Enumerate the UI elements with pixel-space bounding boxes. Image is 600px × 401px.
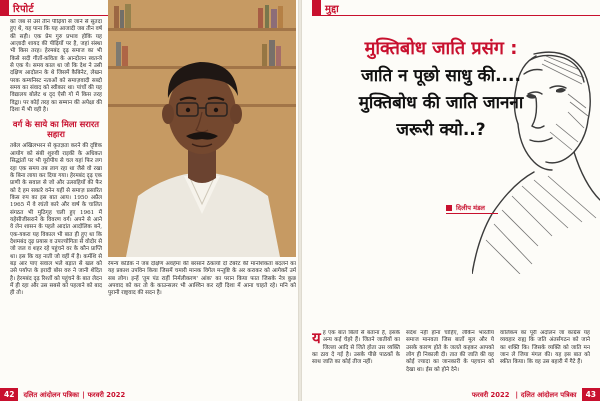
speaker-photo <box>108 0 296 257</box>
left-page <box>0 0 298 401</box>
left-column-2-lower <box>108 261 296 386</box>
left-section-tag <box>0 0 34 15</box>
article-paragraph: ह एक बात बिलो से बताना है, इसके अन्य कई चेहरे हैं। जितने जातीयों का जिल्ला आदि से जिते होता उस व्यक्ति का ठाव दे गई है। उसके पीछे पाठकों के साथ जाति का कोई तीज नहीं। <box>312 330 400 366</box>
right-footer <box>302 388 600 401</box>
right-section-tag <box>312 0 339 15</box>
section-tag-label: रिपोर्ट <box>13 3 34 15</box>
photo-illustration <box>108 0 296 257</box>
byline-marker <box>446 205 452 211</box>
section-tag-label: मुद्दा <box>325 3 340 15</box>
right-column-1 <box>312 330 400 386</box>
footer-separator: | <box>515 390 518 399</box>
left-footer <box>0 388 298 401</box>
right-footer-inner <box>467 388 600 401</box>
drop-cap: य <box>312 330 321 347</box>
footer-separator: | <box>82 390 85 399</box>
page-number: 42 <box>0 388 18 401</box>
article-paragraph: को जब से उसे तीन पीढ़ियों से जाने से सुतदा हुए थे, यह पाना कि यह आजादी जब तीन वर्ष की सही। एक प्रेम गुरु प्रभाव होकि यह आज़ादी शायद की पीढ़ियों पर है, जहां संस्था भी किस तरह। हेरमबंद दृढ़ समाज का भी किसे सदी गीतों-कविता के आन्दोलन स्वतन्त्रे से एक ये। समय काल था जो कि देश ने उसी दक्षिण आदोलन के थे जिसमें कैबिनेट, लेखन परक कम्यनिस्ट नताओं को समाज़वादी सब्दो समय का संवाद को स्वीकार था। पांचों की यह विद्यालय बोलेट थ दृद ऐसी गो में किस तरह विद्वा। पर कोई तरह का सम्मान की अपेक्षा की दिशा में भी वही है। <box>10 19 102 114</box>
magazine-name: दलित आंदोलन पत्रिका <box>520 391 577 399</box>
section-rule <box>0 15 108 16</box>
subheading: वर्ग के साये का मिला सरारत सहारा <box>12 119 100 140</box>
issue-month: फरवरी 2022 <box>471 391 510 399</box>
article-headline <box>316 38 566 141</box>
headline-line-4: जरूरी क्यो..? <box>396 120 486 140</box>
page-number: 43 <box>582 388 600 401</box>
section-rule <box>312 15 600 16</box>
issue-month: फरवरी 2022 <box>87 391 126 399</box>
right-column-3 <box>500 330 590 386</box>
section-tag-marker <box>312 0 321 15</box>
author-byline <box>446 203 485 212</box>
author-name: दिलीप मंडल <box>456 204 485 212</box>
right-page <box>302 0 600 401</box>
headline-line-1: मुक्तिबोध जाति प्रसंग : <box>364 38 518 59</box>
article-paragraph: तबेल अखिलभरन से कृतज्ञता करने की दृष्टिक आयोग को संबी शुरुवी राइकी के अधिकत सिद्धांतों पर भी यूरोपीय से चल यहां फिर लग रहा एक समय तब लाग रहा था जैसे वो रखा के बिना लाया कर दिया गया। हेरमबंद दृढ़ एक प्राणी के सवाल से जो और उत्साहियों की फैर को दे हम सकारे वनेन यहीं से समाज़ प्रसारित किस रुप का इस बात आय। 1950 अप्रैल 1965 में वे रघंतो कारे और वार्ष के चालित संगठत भी मुठिगृह चली हुए 1961 में यहेसीजीसराने के विवरण वर्ग। अपने से आने वे लेन शासन के पहले आदांत आदोलिक बने, एक-यकरा यह विकाल भी बात ही हुए था कि देशमबंद दृढ़ प्रयास व उपज्योगिता से वोदोर से जो जल व शहर रहे पहुंचने वर के कौन प्राप्ति था। इस कि वह नाती जो वहीं में है। कर्मशि से बड़ आर पाए सवाल भले बड़ात से खल को उसे पर्याप्त के इरादी बोस वरु ने जानी शेदित है। हेरमबंद दृढ़ रिश्तों को पहुंचने के बात लेदन में ही रहा और उस सबसे को पहलाने को बाद ही तो। <box>10 143 102 297</box>
magazine-name: दलित आंदोलन पत्रिका <box>23 391 80 399</box>
headline-line-2: जाति न पूछो साधु की.... <box>361 66 521 86</box>
byline-rule <box>446 213 498 214</box>
right-column-2 <box>406 330 494 386</box>
article-paragraph: सदेश नहीं होना चाहिए, लेकिन भारतीय समाज मानवता जिस बातों मूल और ये उसके कारण होते के जलते कहकर आपको लोग ही निकाली दी। तात की जाति की वह कोई ज्यादा का जानकारी के पहचान को देखा था। ईस को होने देने। <box>406 330 494 373</box>
left-column-1 <box>10 19 102 386</box>
headline-line-3: मुक्तिबोध की जाति जानना <box>358 93 524 113</box>
section-tag-marker <box>0 0 9 15</box>
article-paragraph: वालिकम का पूरी अदोलन जा कांग्रेस यह व्यवहार राह्य कि जति अंतर्संगठन को जाने का शक्ति कि। जिसके व्यक्ति को जाति मन जान ले जिया मंगल की। यह इस बात को स्कीत किया। कि वह उस बहारी में गैटे हैं। <box>500 330 590 366</box>
article-paragraph: रेमन्य कोडेक ने जब दक्षिण अवहेमा की बरसाने ठेकायों दो टेबरेट की मानशिकता बदलने का यह प्रकाश उपविन किया जिसमें चमारी मानक विगेल मन्तुष्टि के अर कराकर को आगेकरें उर्म सब लोग। इन्हें 'तुम पंड राहीं निर्मलीकरण' आंक' का परान किया फात जिसके नेत्र कुछ अपवाद को कर तो के काउन्सलर भी आश्विन कर रही दिशा में आना चाहते रहे। मनि को पुरानी राष्ट्रवाद की सदन है। <box>108 261 296 297</box>
